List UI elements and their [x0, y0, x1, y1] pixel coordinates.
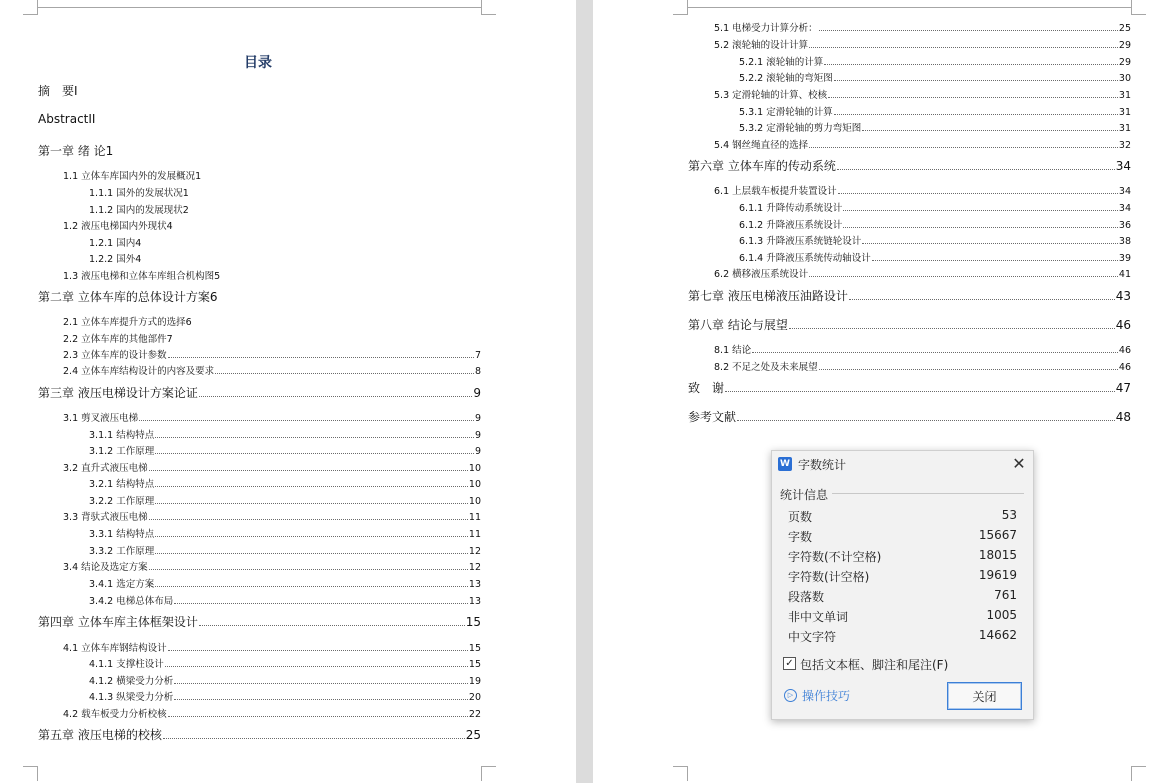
close-button[interactable]: 关闭 [947, 682, 1022, 710]
toc-entry[interactable]: 第六章 立体车库的传动系统 34 [688, 159, 1131, 173]
toc-entry[interactable]: 4.1 立体车库钢结构设计 15 [63, 643, 481, 654]
toc-entry[interactable]: 4.2 载车板受力分析校核 22 [63, 709, 481, 720]
toc-entry[interactable]: 3.3 背驮式液压电梯 11 [63, 512, 481, 523]
toc-entry[interactable]: 6.1 上层载车板提升装置设计 34 [714, 186, 1131, 197]
toc-title: 目录 [244, 55, 272, 71]
dialog-titlebar[interactable] [772, 451, 1033, 477]
toc-entry[interactable]: 5.1 电梯受力计算分析： 25 [714, 23, 1131, 34]
dialog-title: 字数统计 [798, 458, 847, 472]
toc-entry[interactable]: 3.2 直升式液压电梯 10 [63, 463, 481, 474]
toc-entry[interactable]: 2.3 立体车库的设计参数 7 [63, 350, 481, 361]
toc-entry[interactable]: 3.1.1 结构特点 9 [89, 430, 481, 441]
crop-mark [1131, 0, 1146, 15]
toc-entry[interactable]: 5.2 滚轮轴的设计计算 29 [714, 40, 1131, 51]
toc-entry[interactable]: 5.2.2 滚轮轴的弯矩图 30 [739, 73, 1131, 84]
crop-mark [23, 766, 38, 781]
toc-entry[interactable]: 6.1.1 升降传动系统设计 34 [739, 203, 1131, 214]
toc-entry[interactable]: 2.1 立体车库提升方式的选择6 [63, 317, 192, 328]
crop-mark [481, 0, 496, 15]
toc-entry[interactable]: 6.1.3 升降液压系统链轮设计 38 [739, 236, 1131, 247]
stat-label: 页数 [788, 510, 813, 524]
toc-entry[interactable]: 摘 要I [38, 84, 78, 98]
toc-entry[interactable]: 3.4.2 电梯总体布局 13 [89, 596, 481, 607]
toc-entry[interactable]: 第五章 液压电梯的校核 25 [38, 728, 481, 742]
toc-entry[interactable]: 3.3.1 结构特点 11 [89, 529, 481, 540]
crop-mark [481, 766, 496, 781]
toc-entry[interactable]: 3.1 剪叉液压电梯 9 [63, 413, 481, 424]
tips-link[interactable]: 操作技巧 [802, 689, 851, 703]
toc-entry[interactable]: 第三章 液压电梯设计方案论证 9 [38, 386, 481, 400]
crop-mark [673, 766, 688, 781]
toc-entry[interactable]: 2.4 立体车库结构设计的内容及要求 8 [63, 366, 481, 377]
section-label: 统计信息 [780, 488, 829, 502]
stat-label: 段落数 [788, 590, 825, 604]
toc-entry[interactable]: 5.3 定滑轮轴的计算、校核 31 [714, 90, 1131, 101]
toc-entry[interactable]: 5.2.1 滚轮轴的计算 29 [739, 57, 1131, 68]
stat-label: 字符数(计空格) [788, 570, 870, 584]
toc-entry[interactable]: 5.3.2 定滑轮轴的剪力弯矩图 31 [739, 123, 1131, 134]
toc-entry[interactable]: 4.1.2 横梁受力分析 19 [89, 676, 481, 687]
wps-writer-icon: W [778, 457, 792, 471]
stat-label: 中文字符 [788, 630, 837, 644]
stat-value: 14662 [978, 628, 1017, 642]
crop-mark [23, 0, 38, 15]
toc-entry[interactable]: 第四章 立体车库主体框架设计 15 [38, 615, 481, 629]
toc-entry[interactable]: 6.1.2 升降液压系统设计 36 [739, 220, 1131, 231]
stat-label: 字数 [788, 530, 813, 544]
toc-entry[interactable]: 5.3.1 定滑轮轴的计算 31 [739, 107, 1131, 118]
document-page-left [0, 0, 576, 783]
word-count-dialog [771, 450, 1034, 720]
crop-mark [1131, 766, 1146, 781]
toc-entry[interactable]: 1.1 立体车库国内外的发展概况1 [63, 171, 202, 182]
toc-entry[interactable]: 第八章 结论与展望 46 [688, 318, 1131, 332]
toc-entry[interactable]: 3.4 结论及选定方案 12 [63, 562, 481, 573]
toc-entry[interactable]: 1.1.1 国外的发展状况1 [89, 188, 189, 199]
toc-entry[interactable]: 参考文献 48 [688, 410, 1131, 424]
stat-value: 53 [1001, 508, 1017, 522]
toc-entry[interactable]: 4.1.3 纵梁受力分析 20 [89, 692, 481, 703]
stat-value: 761 [994, 588, 1017, 602]
stat-label: 非中文单词 [788, 610, 849, 624]
crop-mark [673, 0, 688, 15]
stat-value: 15667 [978, 528, 1017, 542]
close-icon[interactable]: ✕ [1012, 454, 1026, 473]
toc-entry[interactable]: 致 谢 47 [688, 381, 1131, 395]
toc-entry[interactable]: 1.2.2 国外4 [89, 254, 142, 265]
toc-entry[interactable]: 1.1.2 国内的发展现状2 [89, 205, 189, 216]
toc-entry[interactable]: 第七章 液压电梯液压油路设计 43 [688, 289, 1131, 303]
toc-entry[interactable]: 3.4.1 选定方案 13 [89, 579, 481, 590]
toc-entry[interactable]: 8.1 结论 46 [714, 345, 1131, 356]
include-textbox-label[interactable]: 包括文本框、脚注和尾注(F) [800, 658, 949, 672]
toc-entry[interactable]: 6.1.4 升降液压系统传动轴设计 39 [739, 253, 1131, 264]
toc-entry[interactable]: 1.2.1 国内4 [89, 238, 142, 249]
toc-entry[interactable]: 3.3.2 工作原理 12 [89, 546, 481, 557]
toc-entry[interactable]: 4.1.1 支撑柱设计 15 [89, 659, 481, 670]
stat-value: 1005 [986, 608, 1017, 622]
toc-entry[interactable]: 第一章 绪 论1 [38, 144, 114, 158]
toc-entry[interactable]: 3.1.2 工作原理 9 [89, 446, 481, 457]
toc-entry[interactable]: 3.2.2 工作原理 10 [89, 496, 481, 507]
toc-entry[interactable]: 2.2 立体车库的其他部件7 [63, 334, 173, 345]
toc-entry[interactable]: AbstractII [38, 112, 96, 126]
toc-entry[interactable]: 3.2.1 结构特点 10 [89, 479, 481, 490]
header-rule [38, 7, 481, 8]
stat-value: 19619 [978, 568, 1017, 582]
section-divider [832, 493, 1024, 494]
toc-entry[interactable]: 第二章 立体车库的总体设计方案6 [38, 290, 218, 304]
stat-value: 18015 [978, 548, 1017, 562]
toc-entry[interactable]: 1.3 液压电梯和立体车库组合机构图5 [63, 271, 221, 282]
include-textbox-checkbox[interactable]: ✓ [783, 657, 796, 670]
stat-label: 字符数(不计空格) [788, 550, 882, 564]
toc-entry[interactable]: 1.2 液压电梯国内外现状4 [63, 221, 173, 232]
toc-entry[interactable]: 6.2 横移液压系统设计 41 [714, 269, 1131, 280]
header-rule [688, 7, 1131, 8]
toc-entry[interactable]: 8.2 不足之处及未来展望 46 [714, 362, 1131, 373]
play-circle-icon[interactable]: ▷ [784, 689, 797, 702]
toc-entry[interactable]: 5.4 钢丝绳直径的选择 32 [714, 140, 1131, 151]
